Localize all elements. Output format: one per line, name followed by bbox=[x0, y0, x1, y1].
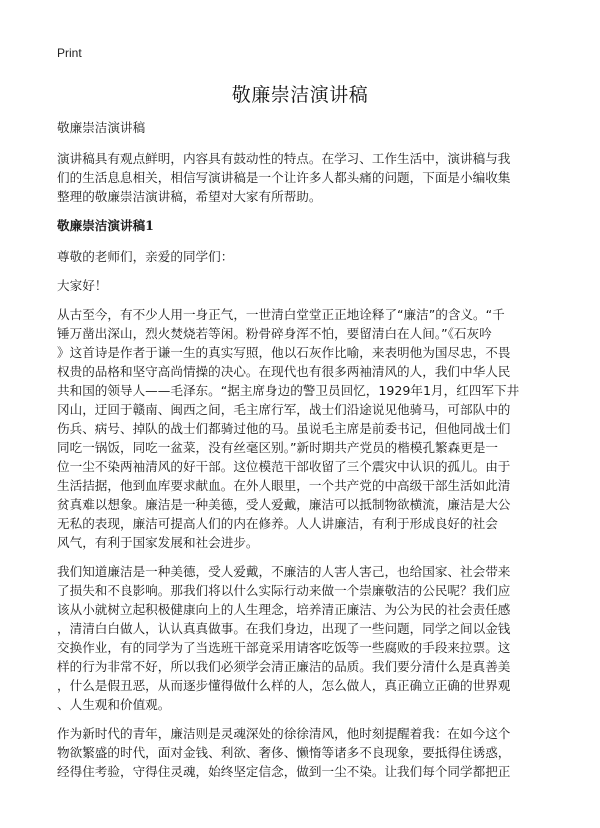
paragraph-1 bbox=[57, 305, 543, 552]
text-line: 伤兵、病号、掉队的战士们都骑过他的马。虽说毛主席是前委书记，但他同战士们 bbox=[57, 421, 511, 436]
text-line: 无私的表现，廉洁可提高人们的内在修养。人人讲廉洁，有利于形成良好的社会 bbox=[57, 516, 498, 531]
text-line: 位一尘不染两袖清风的好干部。这位模范干部收留了三个震灾中认识的孤儿。由于 bbox=[57, 459, 511, 474]
section-heading: 敬廉崇洁演讲稿1 bbox=[57, 218, 154, 233]
text-line: 尊敬的老师们，亲爱的同学们： bbox=[57, 249, 234, 264]
text-line: 生活拮据，他到血库要求献血。在外人眼里，一个共产党的中高级干部生活如此清 bbox=[57, 478, 511, 493]
page-title: 敬廉崇洁演讲稿 bbox=[231, 84, 369, 106]
text-line: 交换作业，有的同学为了当选班干部竟采用请客吃饭等一些腐败的手段来拉票。这 bbox=[57, 640, 511, 655]
text-line: ，什么是假丑恶，从而逐步懂得做什么样的人，怎么做人，真正确立正确的世界观 bbox=[57, 678, 511, 693]
text-line: 风气，有利于国家发展和社会进步。 bbox=[57, 535, 259, 550]
text-line: 权贵的品格和坚守高尚情操的决心。在现代也有很多两袖清风的人，我们中华人民 bbox=[57, 364, 511, 379]
hello-paragraph bbox=[57, 276, 543, 295]
text-line: 们的生活息息相关，相信写演讲稿是一个让许多人都头痛的问题，下面是小编收集 bbox=[57, 170, 511, 185]
text-line: ，清清白白做人，认认真真做事。在我们身边，出现了一些问题，同学之间以金钱 bbox=[57, 621, 511, 636]
text-line: 同吃一锅饭，同吃一盆菜，没有丝毫区别。”新时期共产党员的楷模孔繁森更是一 bbox=[57, 440, 499, 455]
text-line: 、人生观和价值观。 bbox=[57, 697, 171, 712]
text-line: 物欲繁盛的时代，面对金钱、利欲、奢侈、懒惰等诸多不良现象，要抵得住诱惑， bbox=[57, 745, 511, 760]
text-line: 我们知道廉洁是一种美德，受人爱戴，不廉洁的人害人害己，也给国家、社会带来 bbox=[57, 564, 511, 579]
paragraph-2 bbox=[57, 562, 543, 714]
text-line: 该从小就树立起积极健康向上的人生理念，培养清正廉洁、为公为民的社会责任感 bbox=[57, 602, 511, 617]
text-line: 整理的敬廉崇洁演讲稿，希望对大家有所帮助。 bbox=[57, 189, 322, 204]
text-line: 演讲稿具有观点鲜明，内容具有鼓动性的特点。在学习、工作生活中，演讲稿与我 bbox=[57, 151, 511, 166]
text-line: 作为新时代的青年，廉洁则是灵魂深处的徐徐清风，他时刻提醒着我：在如今这个 bbox=[57, 726, 511, 741]
intro-paragraph bbox=[57, 149, 543, 206]
text-line: 从古至今，有不少人用一身正气，一世清白堂堂正正地诠释了“廉洁”的含义。“千 bbox=[57, 307, 505, 322]
article-body bbox=[57, 118, 543, 791]
article-subtitle: 敬廉崇洁演讲稿 bbox=[57, 120, 146, 135]
text-line: 》这首诗是作者于谦一生的真实写照，他以石灰作比喻，来表明他为国尽忠，不畏 bbox=[57, 345, 511, 360]
text-line: 锤万凿出深山，烈火焚烧若等闲。粉骨碎身浑不怕，要留清白在人间。”《石灰吟 bbox=[57, 326, 492, 341]
greeting-paragraph bbox=[57, 247, 543, 266]
text-line: 冈山，迂回于赣南、闽西之间，毛主席行军，战士们沿途说见他骑马，可部队中的 bbox=[57, 402, 511, 417]
text-line: 贫真难以想象。廉洁是一种美德，受人爱戴，廉洁可以抵制物欲横流，廉洁是大公 bbox=[57, 497, 511, 512]
text-line: 共和国的领导人——毛泽东。“据主席身边的警卫员回忆，1929年1月，红四军下井 bbox=[57, 383, 520, 398]
text-line: 了损失和不良影响。那我们将以什么实际行动来做一个崇廉敬洁的公民呢？我们应 bbox=[57, 583, 511, 598]
text-line: 经得住考验，守得住灵魂，始终坚定信念，做到一尘不染。让我们每个同学都把正 bbox=[57, 764, 511, 779]
paragraph-3 bbox=[57, 724, 543, 781]
text-line: 样的行为非常不好，所以我们必须学会清正廉洁的品质。我们要分清什么是真善美 bbox=[57, 659, 511, 674]
text-line: 大家好！ bbox=[57, 278, 108, 293]
print-link[interactable]: Print bbox=[57, 46, 82, 60]
